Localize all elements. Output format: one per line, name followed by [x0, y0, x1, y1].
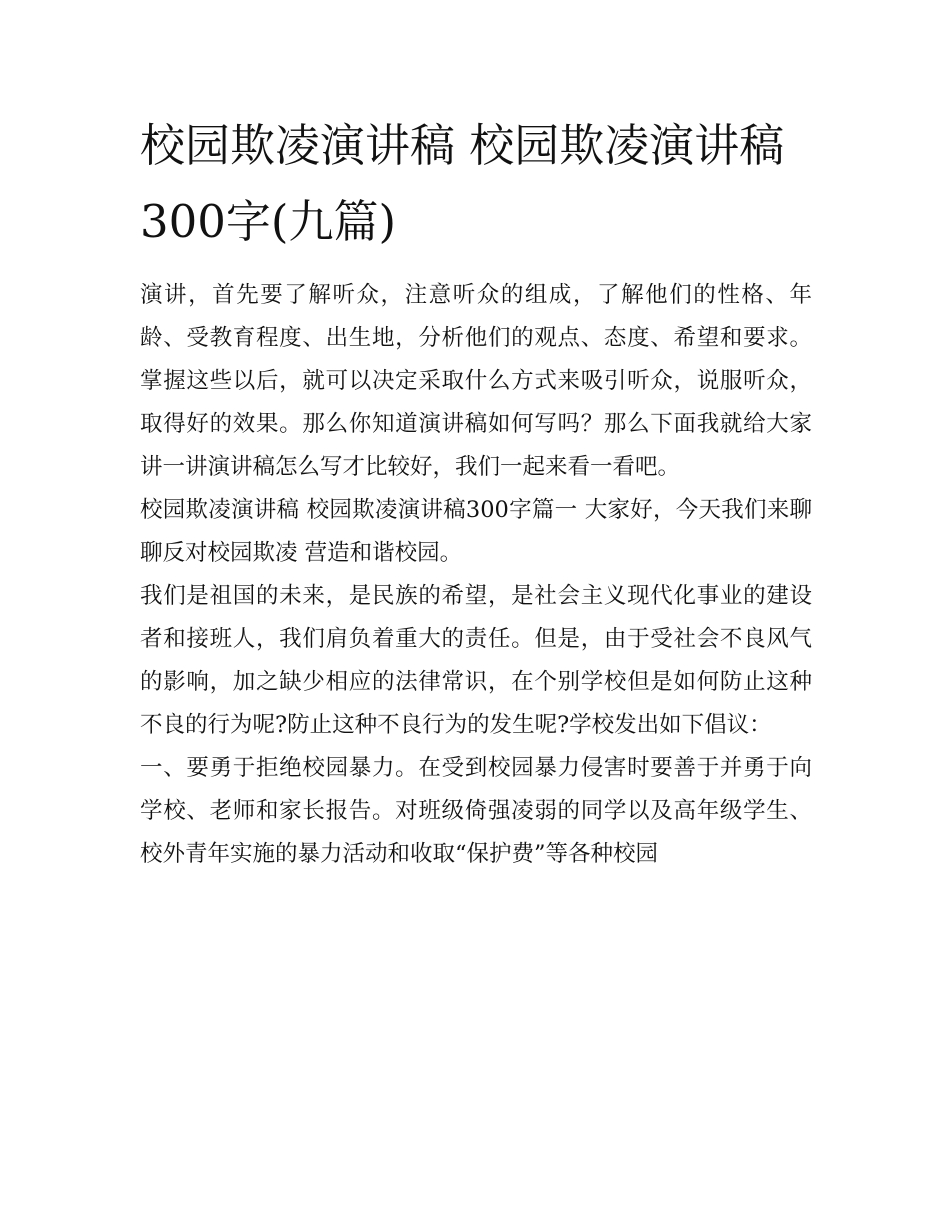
paragraph-proposal-one: 一、要勇于拒绝校园暴力。在受到校园暴力侵害时要善于并勇于向学校、老师和家长报告。对班级倚强凌弱的同学以及高年级学生、校外青年实施的暴力活动和收取“保护费”等各种校园	[140, 755, 812, 867]
paragraph-section-one-heading: 校园欺凌演讲稿 校园欺凌演讲稿300字篇一 大家好，今天我们来聊聊反对校园欺凌 营造和谐校园。	[140, 497, 812, 566]
document-page	[140, 108, 812, 876]
paragraph-intro: 演讲，首先要了解听众，注意听众的组成，了解他们的性格、年龄、受教育程度、出生地，分析他们的观点、态度、希望和要求。掌握这些以后，就可以决定采取什么方式来吸引听众，说服听众，取得好的效果。那么你知道演讲稿如何写吗？那么下面我就给大家讲一讲演讲稿怎么写才比较好，我们一起来看一看吧。	[140, 282, 812, 480]
document-title: 校园欺凌演讲稿 校园欺凌演讲稿300字(九篇)	[140, 119, 785, 248]
paragraph-body: 我们是祖国的未来，是民族的希望，是社会主义现代化事业的建设者和接班人，我们肩负着重大的责任。但是，由于受社会不良风气的影响，加之缺少相应的法律常识，在个别学校但是如何防止这种不良的行为呢?防止这种不良行为的发生呢?学校发出如下倡议：	[140, 583, 812, 738]
